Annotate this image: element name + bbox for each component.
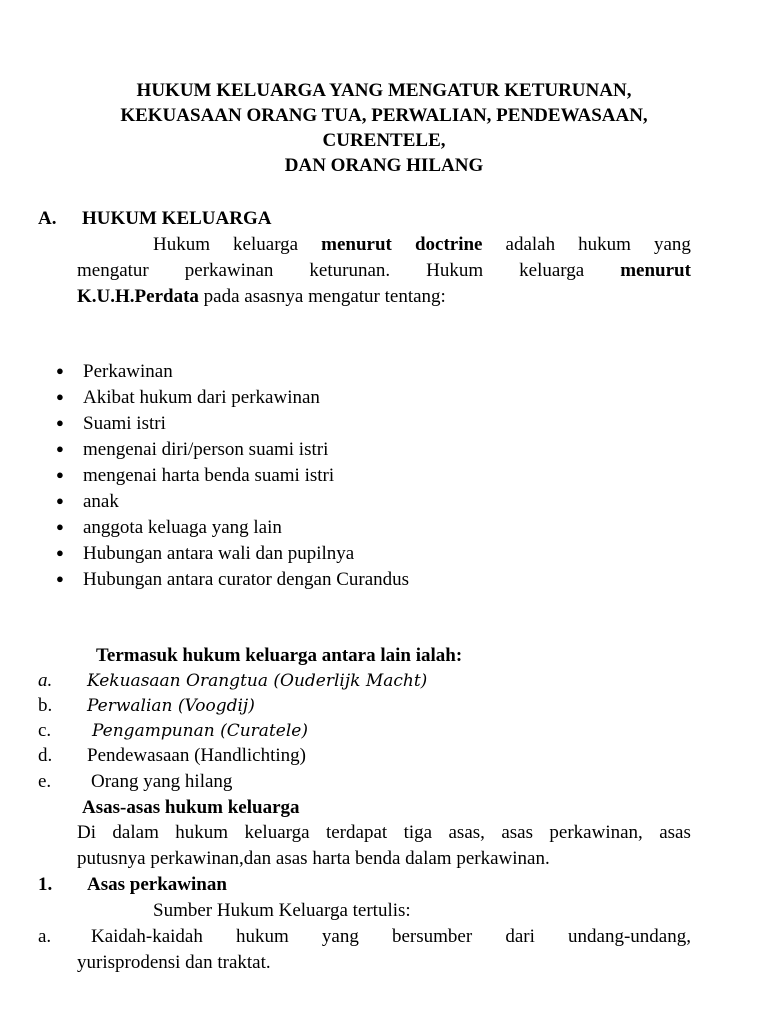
list-item-text: mengenai diri/person suami istri (83, 439, 329, 460)
title-line: KEKUASAAN ORANG TUA, PERWALIAN, PENDEWASAAN, (120, 105, 648, 126)
list-item (56, 410, 166, 437)
paragraph-line (77, 820, 691, 846)
word: keluarga (244, 822, 310, 843)
bullet-icon: ● (56, 363, 64, 378)
word: Hukum (153, 234, 210, 255)
word: menurut (620, 260, 691, 281)
word: adalah (505, 234, 556, 255)
word: bersumber (391, 926, 473, 947)
word: perkawinan (184, 260, 274, 281)
section-a-heading: HUKUM KELUARGA (82, 208, 272, 229)
section-a-marker: A. (38, 208, 57, 229)
list-item-text: Perwalian (Voogdij) (87, 696, 255, 716)
word: hukum (175, 822, 229, 843)
list-marker: b. (38, 695, 53, 716)
paragraph-line (77, 284, 446, 310)
paragraph-line: yurisprodensi dan traktat. (77, 952, 271, 973)
list-item-text: Hubungan antara curator dengan Curandus (83, 569, 410, 590)
title-line: HUKUM KELUARGA YANG MENGATUR KETURUNAN, (136, 80, 632, 101)
bullet-icon: ● (56, 389, 64, 404)
title-line: CURENTELE, (322, 130, 446, 151)
list-item-text: Perkawinan (83, 361, 173, 382)
text: pada asasnya mengatur tentang: (198, 286, 446, 307)
word: dalam (112, 822, 159, 843)
paragraph-line (153, 232, 691, 258)
list-item-text: Orang yang hilang (91, 771, 233, 792)
word: mengatur (77, 260, 149, 281)
word: menurut (321, 234, 392, 255)
list-marker: a. (38, 926, 52, 947)
word: doctrine (414, 234, 483, 255)
paragraph-line: putusnya perkawinan,dan asas harta benda dalam perkawinan. (77, 848, 550, 869)
list-item-text: Pendewasaan (Handlichting) (87, 745, 306, 766)
word: keturunan. (309, 260, 391, 281)
list-item-text: anak (83, 491, 119, 512)
bullet-icon: ● (56, 415, 64, 430)
list-item (56, 358, 173, 385)
list-item (56, 514, 282, 541)
word: perkawinan, (549, 822, 643, 843)
list-item (56, 384, 320, 411)
paragraph-line (77, 258, 691, 284)
bullet-icon: ● (56, 545, 64, 560)
word: asas (659, 822, 691, 843)
list-item-text: mengenai harta benda suami istri (83, 465, 335, 486)
bullet-icon: ● (56, 571, 64, 586)
word: asas, (448, 822, 485, 843)
word: Di (77, 822, 96, 843)
document-title (60, 78, 708, 178)
list-item (56, 540, 354, 567)
list-marker: e. (38, 771, 52, 792)
section-1-marker: 1. (38, 874, 53, 895)
word: hukum (578, 234, 631, 255)
list-item (56, 566, 409, 593)
word: yang (321, 926, 359, 947)
list-item (56, 488, 119, 515)
list-item-text: Suami istri (83, 413, 166, 434)
list-item (56, 436, 328, 463)
asas-heading: Asas-asas hukum keluarga (82, 797, 300, 818)
word: K.U.H.Perdata (77, 286, 199, 307)
list-item-text: Kekuasaan Orangtua (Ouderlijk Macht) (87, 671, 428, 691)
bullet-icon: ● (56, 441, 64, 456)
word: terdapat (325, 822, 388, 843)
list-marker: c. (38, 720, 52, 741)
list-item-text: Akibat hukum dari perkawinan (83, 387, 320, 408)
paragraph-line (91, 924, 691, 950)
bullet-icon: ● (56, 519, 64, 534)
word: hukum (235, 926, 289, 947)
word: tiga (403, 822, 433, 843)
section-1-heading: Asas perkawinan (87, 874, 227, 895)
word: yang (653, 234, 691, 255)
includes-heading: Termasuk hukum keluarga antara lain ialah: (96, 645, 463, 666)
list-item-text: Hubungan antara wali dan pupilnya (83, 543, 355, 564)
word: Kaidah-kaidah (91, 926, 203, 947)
bullet-icon: ● (56, 493, 64, 508)
list-item-text: anggota keluaga yang lain (83, 517, 282, 538)
word: asas (501, 822, 533, 843)
title-line: DAN ORANG HILANG (284, 155, 484, 176)
list-item-text: Pengampunan (Curatele) (92, 721, 308, 741)
word: keluarga (519, 260, 585, 281)
word: dari (505, 926, 535, 947)
list-item (56, 462, 334, 489)
word: undang-undang, (568, 926, 691, 947)
word: Hukum (426, 260, 484, 281)
list-marker: a. (38, 670, 53, 691)
list-marker: d. (38, 745, 53, 766)
word: keluarga (233, 234, 299, 255)
bullet-icon: ● (56, 467, 64, 482)
subheading: Sumber Hukum Keluarga tertulis: (153, 900, 411, 921)
